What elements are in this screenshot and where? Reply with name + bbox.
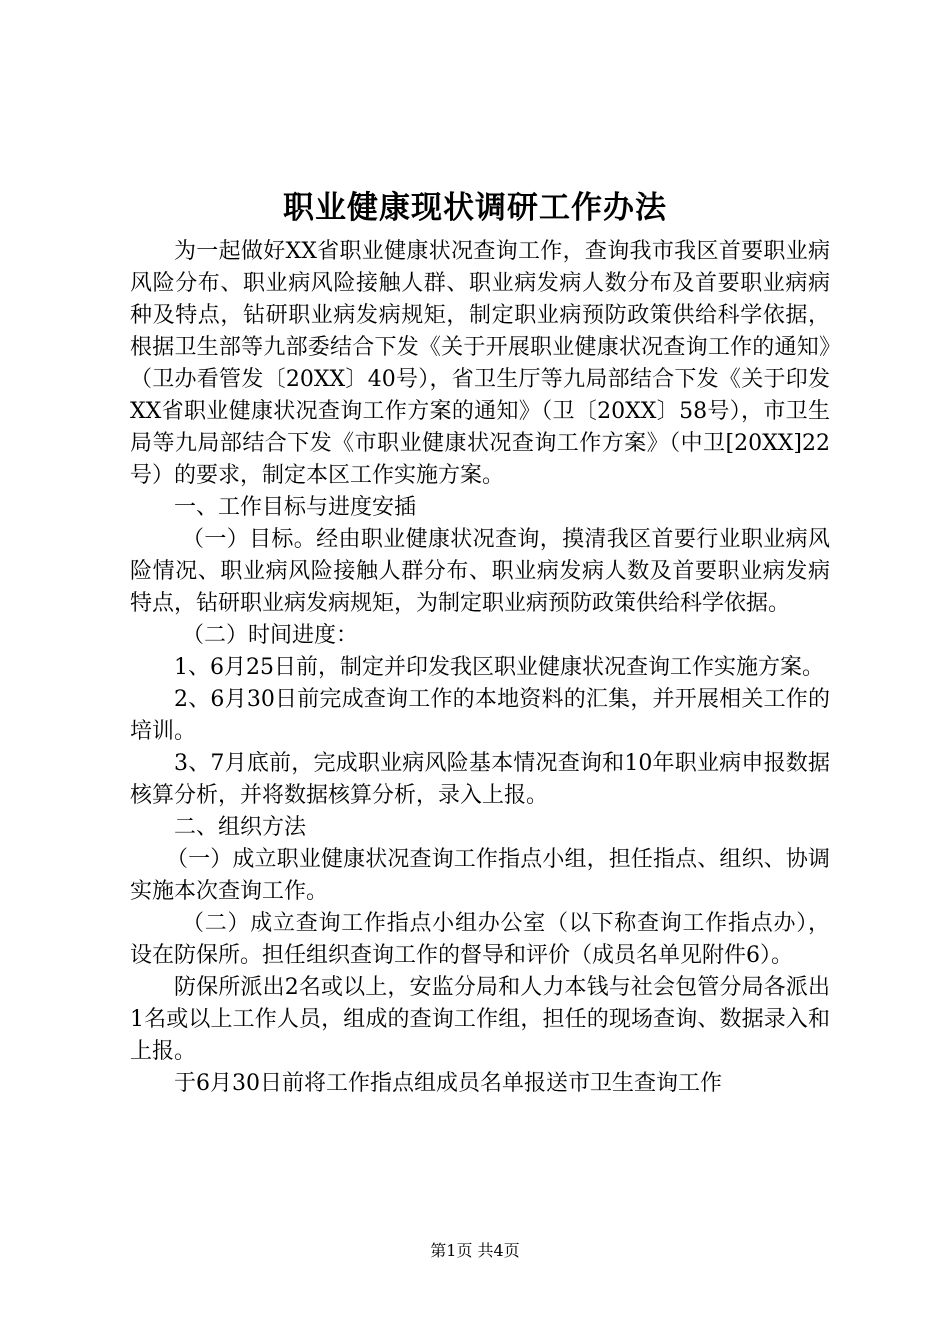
heading-section-2: 二、组织方法 (174, 815, 307, 840)
paragraph-org-2: （二）成立查询工作指点小组办公室（以下称查询工作指点办），设在防保所。担任组织查询工作的督导和评价（成员名单见附件6）。 (130, 911, 830, 968)
paragraph-intro: 为一起做好XX省职业健康状况查询工作，查询我市我区首要职业病风险分布、职业病风险接触人群、职业病发病人数分布及首要职业病病种及特点，钻研职业病发病规矩，制定职业病预防政策供给科学依据，根据卫生部等九部委结合下发《关于开展职业健康状况查询工作的通知》（卫办看管发〔20XX〕40号），省卫生厅等九局部结合下发《关于印发XX省职业健康状况查询工作方案的通知》（卫〔20XX〕58号），市卫生局等九局部结合下发《市职业健康状况查询工作方案》（中卫[20XX]22号）的要求，制定本区工作实施方案。 (130, 239, 830, 488)
page-number: 第1页 共4页 (430, 1241, 520, 1260)
paragraph-schedule-1: 1、6月25日前，制定并印发我区职业健康状况查询工作实施方案。 (174, 655, 824, 680)
subheading-schedule: （二）时间进度： (182, 623, 359, 648)
paragraph-schedule-3: 3、7月底前，完成职业病风险基本情况查询和10年职业病申报数据核算分析，并将数据核算分析，录入上报。 (130, 751, 830, 808)
heading-section-1: 一、工作目标与进度安插 (174, 495, 417, 520)
paragraph-schedule-2: 2、6月30日前完成查询工作的本地资料的汇集，并开展相关工作的培训。 (130, 687, 830, 744)
paragraph-goal: （一）目标。经由职业健康状况查询，摸清我区首要行业职业病风险情况、职业病风险接触人群分布、职业病发病人数及首要职业病发病特点，钻研职业病发病规矩，为制定职业病预防政策供给科学依据。 (130, 527, 830, 616)
paragraph-deadline: 于6月30日前将工作指点组成员名单报送市卫生查询工作 (174, 1071, 722, 1096)
paragraph-org-1: （一）成立职业健康状况查询工作指点小组，担任指点、组织、协调实施本次查询工作。 (130, 847, 830, 904)
document-body (130, 236, 830, 1100)
paragraph-staff: 防保所派出2名或以上，安监分局和人力本钱与社会包管分局各派出1名或以上工作人员，组成的查询工作组，担任的现场查询、数据录入和上报。 (130, 975, 830, 1064)
document-title: 职业健康现状调研工作办法 (283, 190, 667, 226)
